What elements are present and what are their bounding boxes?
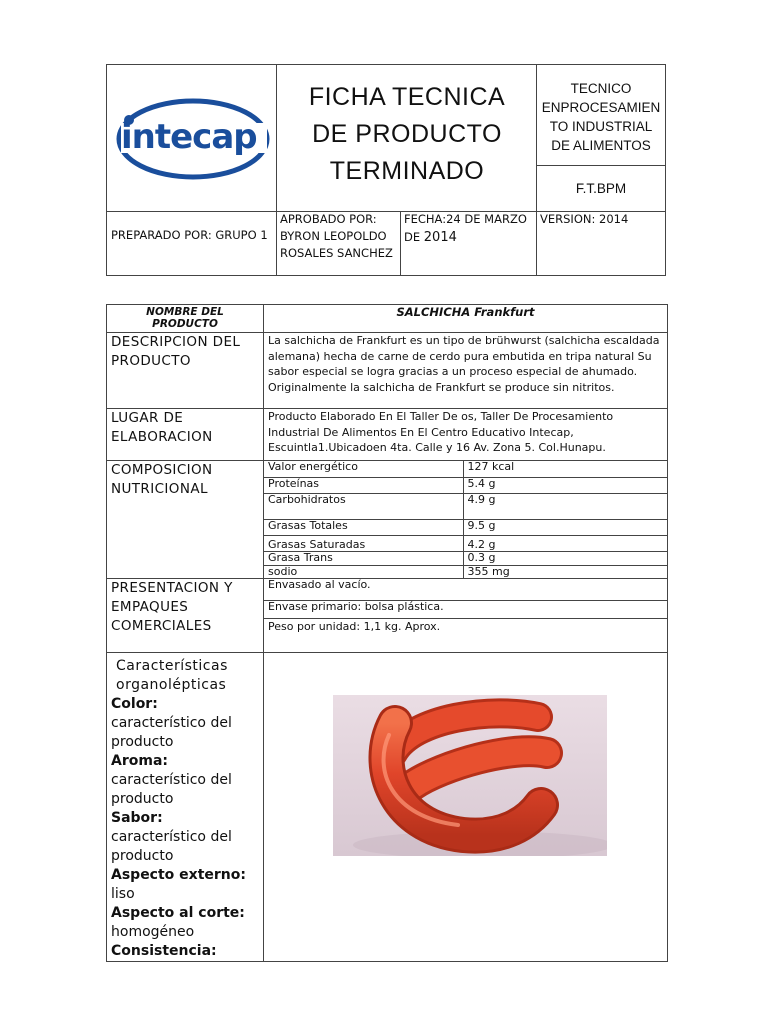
nutrition-row — [264, 477, 667, 493]
nutrient-name: Grasas Totales — [264, 519, 463, 535]
organoleptic-heading: Características organolépticas — [116, 658, 228, 693]
program-name — [537, 79, 665, 155]
nutrient-value: 5.4 g — [463, 477, 667, 493]
nutrient-name: Grasas Saturadas — [264, 535, 463, 551]
nutrition-row — [264, 565, 667, 578]
approved-line: APROBADO POR: — [280, 212, 377, 226]
table-row — [107, 305, 668, 333]
consistency-label: Consistencia: — [111, 943, 217, 959]
nutrient-value: 127 kcal — [463, 461, 667, 477]
place-text: Producto Elaborado En El Taller De os, Taller De Procesamiento Industrial De Alimentos En El Centro Educativo Intecap, Escuintla1.Ubicadoen 4ta. Calle y 16 Av. Zona 5. Col.Hunapu. — [264, 409, 668, 461]
cut-aspect-label: Aspecto al corte: — [111, 905, 245, 921]
flavor-value: característico del producto — [111, 829, 232, 864]
nutrient-name: Carbohidratos — [264, 493, 463, 519]
presentation-label: PRESENTACION Y EMPAQUES COMERCIALES — [107, 579, 264, 653]
document-code: F.T.BPM — [575, 181, 627, 196]
external-aspect-label: Aspecto externo: — [111, 867, 246, 883]
nutrition-row — [264, 519, 667, 535]
approved-line: ROSALES SANCHEZ — [280, 246, 393, 260]
flavor-label: Sabor: — [111, 810, 163, 826]
color-value: característico del producto — [111, 715, 232, 750]
program-line: TO INDUSTRIAL — [549, 119, 653, 134]
organoleptic-cell — [107, 653, 264, 962]
title-line: TERMINADO — [329, 157, 485, 185]
title-line: DE PRODUCTO — [312, 120, 502, 148]
list-item — [264, 579, 667, 600]
color-label: Color: — [111, 696, 158, 712]
nutrient-name: sodio — [268, 564, 298, 578]
list-item — [264, 618, 667, 652]
table-row — [107, 409, 668, 461]
place-label: LUGAR DE ELABORACION — [107, 409, 264, 461]
product-sheet-table — [106, 304, 668, 962]
header-table — [106, 64, 666, 276]
nutrition-cell — [264, 461, 668, 579]
table-row — [107, 579, 668, 653]
presentation-item: Envasado al vacío. — [264, 579, 667, 600]
date-year: 2014 — [423, 230, 457, 245]
description-label: DESCRIPCION DEL PRODUCTO — [107, 333, 264, 409]
nutrition-table — [264, 461, 667, 578]
nutrition-row — [264, 493, 667, 519]
nutrient-name: Proteínas — [264, 477, 463, 493]
nutrient-name: Valor energético — [264, 461, 463, 477]
nutrient-name: Grasa Trans — [264, 551, 463, 565]
nutrition-row — [264, 551, 667, 565]
sausage-photo — [333, 695, 607, 856]
program-line: ENPROCESAMIEN — [541, 100, 661, 115]
composition-label: COMPOSICION NUTRICIONAL — [107, 461, 264, 579]
presentation-item: Peso por unidad: 1,1 kg. Aprox. — [268, 619, 441, 633]
presentation-item: Envase primario: bolsa plástica. — [264, 600, 667, 618]
aroma-value: característico del producto — [111, 772, 232, 807]
nutrient-value: 4.9 g — [463, 493, 667, 519]
nutrient-value: 355 mg — [463, 565, 667, 578]
program-line: TECNICO — [570, 81, 632, 96]
description-text: La salchicha de Frankfurt es un tipo de brühwurst (salchicha escaldada alemana) hecha de carne de cerdo pura embutida en tripa natural Su sabor especial se logra gracias a un proceso especial de ahumado. Originalmente la salchicha de Frankfurt se produce sin nitritos. — [264, 333, 668, 409]
nutrient-value: 9.5 g — [463, 519, 667, 535]
intecap-logo — [115, 93, 270, 183]
program-line: DE ALIMENTOS — [551, 138, 651, 153]
logo-text: intecap — [121, 117, 257, 157]
title-line: FICHA TECNICA — [308, 83, 506, 111]
prepared-by: PREPARADO POR: GRUPO 1 — [111, 228, 268, 242]
date-de: DE — [404, 230, 421, 244]
aroma-label: Aroma: — [111, 753, 168, 769]
cut-aspect-value: homogéneo — [111, 924, 195, 940]
version: VERSION: 2014 — [540, 212, 629, 226]
document-title — [277, 79, 537, 190]
nutrient-value: 4.2 g — [463, 535, 667, 551]
date-line: FECHA:24 DE MARZO — [404, 212, 527, 226]
presentation-list — [264, 579, 667, 652]
date-line — [404, 229, 527, 246]
approved-line: BYRON LEOPOLDO — [280, 229, 387, 243]
table-row — [107, 333, 668, 409]
external-aspect-value: liso — [111, 886, 135, 902]
presentation-cell — [264, 579, 668, 653]
nutrition-row — [264, 535, 667, 551]
table-row — [107, 461, 668, 579]
product-name-label: NOMBRE DEL PRODUCTO — [107, 305, 264, 333]
list-item — [264, 600, 667, 618]
approved-by — [280, 211, 393, 262]
product-name-value: SALCHICHA Frankfurt — [264, 305, 668, 333]
date — [404, 211, 527, 246]
nutrient-value: 0.3 g — [463, 551, 667, 565]
nutrition-row — [264, 461, 667, 477]
